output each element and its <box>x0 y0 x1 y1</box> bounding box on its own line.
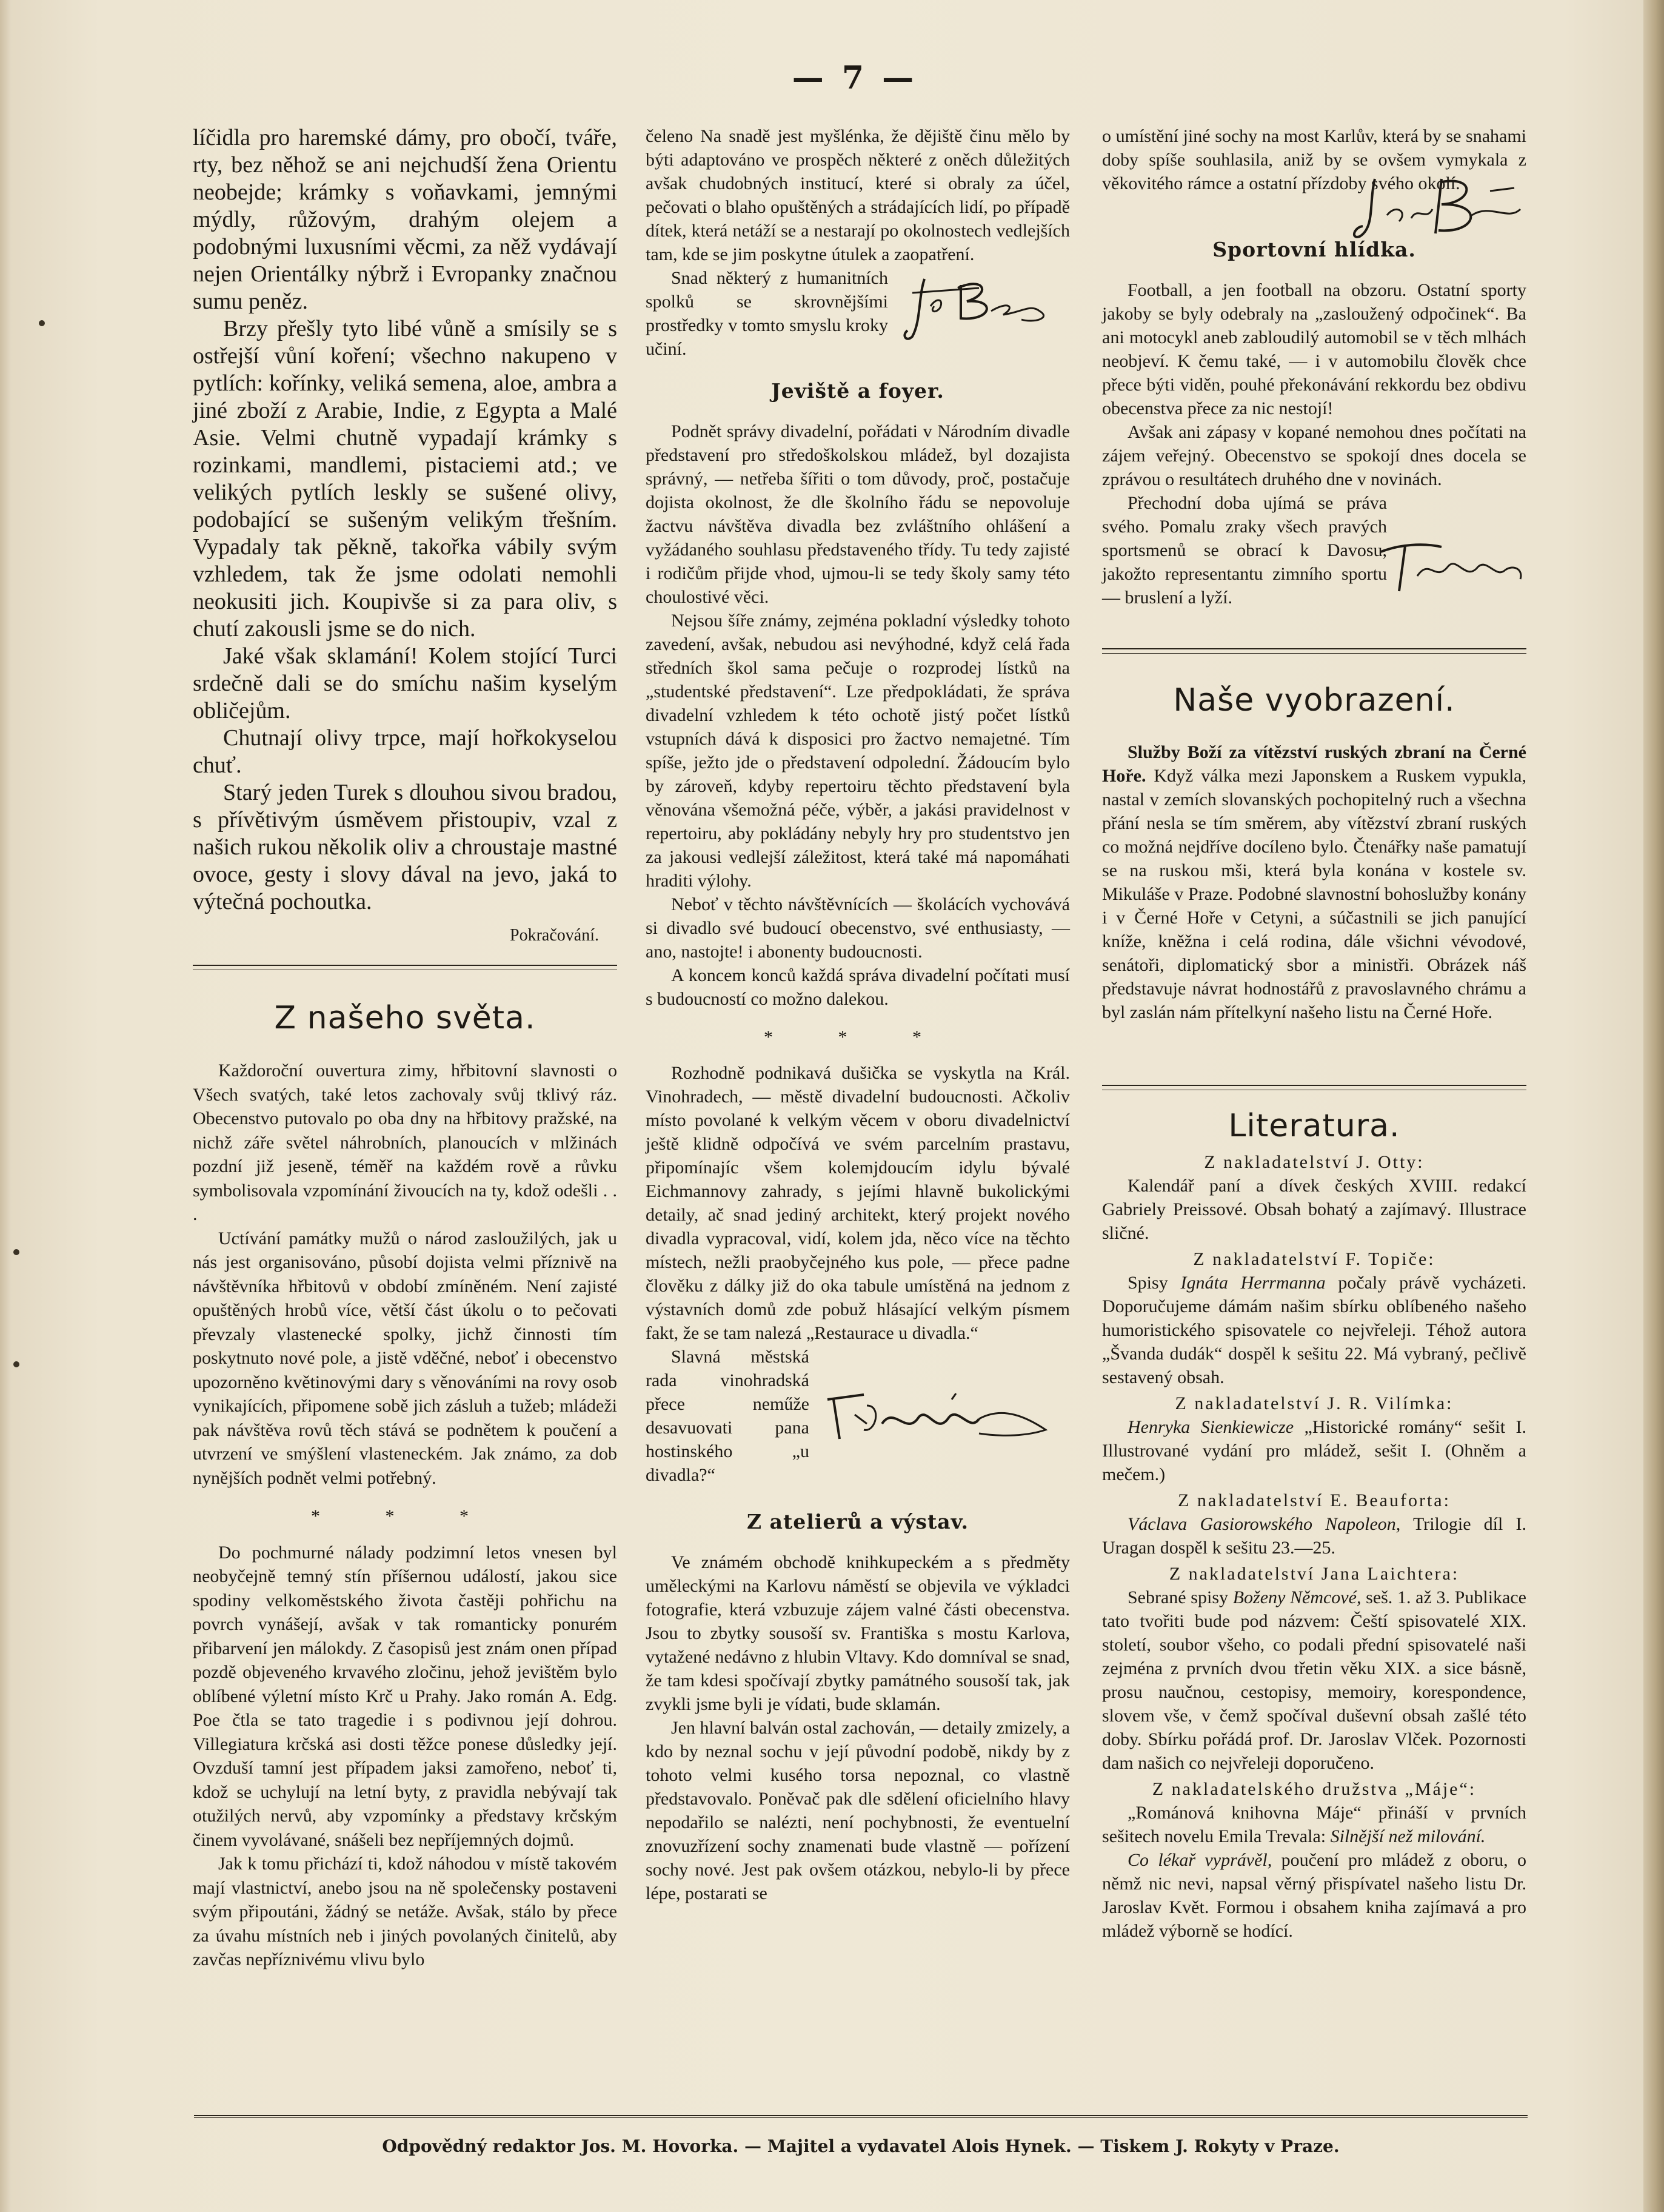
section-title-ateliery: Z atelierů a výstav. <box>747 1510 969 1533</box>
paragraph: Jak k tomu přichází ti, kdož náhodou v místě takovém mají vlastnictví, anebo jsou na ně společensky postaveni svým připoutáni, žádný se netáže. Avšak, stálo by přece za úvahu místních neb i jiných povolaných činitelů, aby zavčas nepříznivému vlivu bylo <box>193 1854 617 1969</box>
column-1 <box>193 124 617 1972</box>
text: počaly právě vycházeti. Doporučujeme dámám našim sbírku oblíbeného našeho humoristického spisovatele co nejvřeleji. Téhož autora „Švanda dudák“ dospěl k sešitu 22. Má vybraný, pečlivě sestavený obsah. <box>1102 1273 1526 1387</box>
text: Spisy <box>1128 1273 1168 1293</box>
publisher-line: Z nakladatelství E. Beauforta: <box>1178 1490 1451 1510</box>
paragraph: Jen hlavní balván ostal zachován, — detaily zmizely, a kdo by neznal sochu v její původní podobě, nikdy by z tohoto velmi kusého torsa nepoznal, co vlastně představovalo. Poněvač pak dle sdělení oficielního hlavy nepodařilo se nalézti, není pochybnosti, že eventuelní znovuzřízení sochy znamenati bude vlastně — pořízení sochy nové. Jest pak ovšem otázkou, nebylo-li by přece lépe, postarati se <box>646 1718 1070 1903</box>
paragraph: Avšak ani zápasy v kopané nemohou dnes počítati na zájem veřejný. Obecenstvo se spokojí dnes docela se zprávou o resultátech druhého dne v novinách. <box>1102 422 1526 489</box>
paragraph: Snad některý z humanitních spolků se skrovnějšími prostředky v tomto smyslu kroky učiní. <box>646 268 888 359</box>
text: seš. 1. až 3. Publikace tato tvořiti bude pod názvem: Čeští spisovatelé XIX. století, soubor všeho, co podali přední spisovatelé naši zejména z prvních dvou třetin věku XIX. a sice básně, prosu naučnou, cestopisy, memoiry, korespondence, slovem vše, v čemž spočíval duševní obsah zašlé této doby. Sbírku pořádá prof. Dr. Jaroslav Vlček. Pozornosti dam našich co nejvřeleji doporučeno. <box>1102 1587 1526 1773</box>
publisher-line: Z nakladatelství F. Topiče: <box>1193 1249 1435 1269</box>
paragraph: Do pochmurné nálady podzimní letos vnesen byl neobyčejně temný stín příšernou událostí, jakou sice spodiny velkoměstského života častěji pohřichu na povrch vynášejí, avšak v tak romanticky ponurém přibarvení jen málokdy. Z časopisů jest znám onen případ pozdě objeveného krvavého zločinu, jehož jevištěm bylo oblíbené výletní místo Krč u Prahy. Jako román A. Edg. Poe čtla se tato tragedie i s podivnou její dohrou. Villegiatura krčská asi dosti těžce ponese důsledky její. Ovzduší tamní jest případem jaksi zamořeno, neboť ti, kdož se uchylují na letní byty, z pravidla nebývají tak otužilých nervů, aby vzpomínky a představy krčským činem vyvolávané, snášeli bez nepříjemných dojmů. <box>193 1542 617 1850</box>
text: Sebrané spisy <box>1128 1587 1228 1607</box>
text: poučení pro mládež z oboru, o němž nic nevi, napsal věrný přispívatel našeho listu Dr. Jaroslav Květ. Formou i obsahem kniha zajímavá a pro mládež výborně se hodící. <box>1102 1850 1526 1941</box>
paragraph: Když válka mezi Japonskem a Ruskem vypukla, nastal v zemích slovanských pochopitelný ruch a všechna přání nesla se tím směrem, aby vítězství zbraní ruských co možná nejdříve docíleno bylo. Čtenářky naše pamatují se na ruskou mši, která byla konána v kostele sv. Mikuláše v Praze. Podobné slavnostní bohoslužby konány i v Černé Hoře v Cetyni, a súčastnili se jich panující kníže, kněžna i celá rodina, dále všichni vévodové, senátoři, diplomatický sbor a ministři. Obrázek náš představuje návrat hodnostářů z pravoslavného chrámu a byl zaslán nám přítelkyní našeho listu na Černé Hoře. <box>1102 766 1526 1022</box>
author-name: Ignáta Herrmanna <box>1180 1273 1326 1293</box>
paragraph: Přechodní doba ujímá se práva svého. Pomalu zraky všech pravých sportsmenů se obrací k Davosu, jakožto representantu zimního sportu — bruslení a lyží. <box>1102 493 1387 608</box>
paragraph: Uctívání památky mužů o národ zasloužilých, jak u nás jest organisováno, působí dojista velmi příznivě na návštěvníka hřbitovů v období zmíněném. Není zajisté opuštěných hrobů více, větší část úkolu o to pečovati převzaly vlastenecké spolky, jichž činnosti tím poskytnuto nové pole, a jistě vděčné, neboť i obecenstvo upozorněno květinovými dary s věnováními na rovy osob vynikajících, připomene sobě jich zásluh a tužeb; mládeži pak návštěva rovů těch stává se podnětem k poučení a utvrzení ve smýšlení vlasteneckém. Jak známo, za dob nynějších podnět velmi potřebný. <box>193 1228 617 1488</box>
section-title-z-naseho-sveta: Z našeho světa. <box>274 999 536 1036</box>
publisher-line: Z nakladatelství J. R. Vilímka: <box>1175 1393 1454 1413</box>
signed-paragraph <box>1102 124 1526 195</box>
section-title-jeviste: Jeviště a foyer. <box>771 379 944 403</box>
paragraph: čeleno Na snadě jest myšlénka, že dějiště činu mělo by býti adaptováno ve prospěch některé z oněch důležitých avšak chudobných institucí, které si obraly za účel, pečovati o blaho opuštěných a strádajících lidí, po případě dítek, která netáží se a nestarají po okolnostech vedlejších tam, kde se jim poskytne útulek a zaopatření. <box>646 126 1070 264</box>
signature-ignatek <box>1375 534 1526 594</box>
paragraph: Brzy přešly tyto libé vůně a smísily se s ostřejší vůní koření; všechno nakupeno v pytlích: kořínky, veliká semena, aloe, ambra a jiné zboží z Arabie, Indie, z Egypta a Malé Asie. Velmi chutně vypadají krámky s rozinkami, mandlemi, pistaciemi atd.; ve velikých pytlích leskly se sušené olivy, podobající se sušeným velikým třešním. Vypadaly tak pěkně, takořka vábily svým vzhledem, tak že jsme odolati nemohli neokusiti jich. Koupivše si za para oliv, s chutí zakousli jsme se do nich. <box>193 316 617 642</box>
paragraph: Chutnají olivy trpce, mají hořkokyselou chuť. <box>193 725 617 778</box>
paragraph: o umístění jiné sochy na most Karlův, která by se snahami doby spíše souhlasila, aniž by se ovšem vymykala z věkovitého rámce a ostatní přízdoby svého okolí. <box>1102 126 1526 193</box>
signed-paragraph <box>646 266 1070 361</box>
paragraph: Kalendář paní a dívek českých XVIII. redakcí Gabriely Preissové. Obsah bohatý a zajímavý. Illustrace sličné. <box>1102 1176 1526 1243</box>
page-left-edge <box>0 0 11 2212</box>
paragraph: Rozhodně podnikavá dušička se vyskytla na Král. Vinohradech, — městě divadelní budoucnosti. Ačkoliv místo povolané k velkým věcem v oboru divadelnictví ještě klidně odpočívá ve svém parcelním prastavu, připomínajíc všem kolemjdoucím idylu bývalé Eichmannovy zahrady, s jejími hlavně bukolickými detaily, ač snad jediný architekt, který projekt nového divadla vypracoval, vidí, kolem jda, něco více na těchto místech, nežli praobyčejného kus pole, — přece padne člověku z dálky již do oka tabule umístěná na jednom z výstavních domů zde pobuž hlásající velkým písmem fakt, že se tam nalezá „Restaurace u divadla.“ <box>646 1063 1070 1343</box>
paragraph: Nejsou šíře známy, zejména pokladní výsledky tohoto zavedení, avšak, nebudou asi nevýhodné, když celá řada středních škol sama pečuje o rozprodej lístků na „studentské představení“. Lze předpokládati, že správa divadelní vzhledem k této ochotě jistý počet lístků vstupních dává k disposici pro žactvo nemajetné. Tím spíše, ježto jde o představení odpolední. Žádoucím bylo by zároveň, kdyby repertoiru těchto představení byla věnována všemožná péče, výběr, a jakási pravidelnost v repertoiru, aby pokládány nebyly hry pro studentstvo jen za jakousi vedlejší záležitost, která také má napomáhati hraditi výlohy. <box>646 611 1070 891</box>
paragraph: Starý jeden Turek s dlouhou sivou bradou, s přívětivým úsměvem přistoupiv, vzal z našich rukou několik oliv a chroustaje mastné ovoce, gesty i slovy dával na jevo, jaká to výtečná pochoutka. <box>193 780 617 914</box>
binding-spine <box>1643 0 1664 2212</box>
section-stars: * * * <box>764 1027 952 1047</box>
imprint-text: Odpovědný redaktor Jos. M. Hovorka. — Majitel a vydavatel Alois Hynek. — Tiskem J. Rokyty v Praze. <box>382 2136 1340 2156</box>
publisher-line: Z nakladatelství Jana Laichtera: <box>1169 1564 1460 1584</box>
paragraph: Neboť v těchto návštěvnících — školácích vychovává si divadlo své budoucí obecenstvo, své enthusiasty, — ano, nastojte! i abonenty budoucnosti. <box>646 894 1070 962</box>
page-number: — 7 — <box>792 59 918 96</box>
section-stars: * * * <box>311 1506 499 1526</box>
column-2 <box>646 124 1070 1905</box>
paragraph: Jaké však sklamání! Kolem stojící Turci srdečně dali se do smíchu našim kyselým obličejům. <box>193 643 617 723</box>
section-divider <box>193 965 617 970</box>
paragraph: Football, a jen football na obzoru. Ostatní sporty jakoby se byly odebraly na „zasloužený odpočinek“. Ba ani motocykl aneb zabloudilý automobil se v těch mlhách neobjeví. K čemu také, — i v automobilu člověk chce přece býti viděn, pouhé překonávání rekkordu bez obdivu obecenstva přece za nic nestojí! <box>1102 280 1526 418</box>
paragraph: A koncem konců každá správa divadelní počítati musí s budoucností co možno dalekou. <box>646 965 1070 1009</box>
publisher-line: Z nakladatelského družstva „Máje“: <box>1152 1779 1477 1799</box>
ink-speck <box>39 320 45 326</box>
signature-jan-bekes <box>1351 167 1526 246</box>
paragraph: líčidla pro haremské dámy, pro obočí, tváře, rty, bez něhož se ani nejchudší žena Orientu neobejde; krámky s voňavkami, jemnými mýdly, růžovým, drahým olejem a podobnými luxusními věcmi, za něž vydávají nejen Orientálky nýbrž i Evropanky značnou sumu peněz. <box>193 125 617 314</box>
paragraph: Ve známém obchodě knihkupeckém a s předměty uměleckými na Karlovu náměstí se objevila ve výkladci fotografie, která vzbuzuje zájem valné části obecenstva. Jsou to zbytky sousoší sv. Františka s mostu Karlova, vytažené nedávno z hlubin Vltavy. Kdo domníval se snad, že tam kdesi spočívají zbytky památného sousoší tak, jak zvykli jsme byli je vídati, bude sklamán. <box>646 1552 1070 1714</box>
section-title-literatura: Literatura. <box>1228 1108 1400 1144</box>
continuation-note: Pokračování. <box>510 926 599 945</box>
text: Trilogie díl I. Uragan dospěl k sešitu 23.—25. <box>1102 1514 1526 1558</box>
lead-bold: Služby Boží za vítězství ruských zbraní na Černé Hoře. <box>1102 742 1526 786</box>
signature-kalinek <box>821 1381 1052 1454</box>
paragraph: Každoroční ouvertura zimy, hřbitovní slavnosti o Všech svatých, také letos zachovaly svůj tklivý ráz. Obecenstvo putovalo po oba dny na hřbitovy pražské, na nichž záře světel náhrobních, planoucích v mlžinách pozdní již jeseně, téměř na každém rově a růvku symbolisovala vzpomínání živoucích na ty, kdož odešli . . . <box>193 1061 617 1224</box>
text: „Historické romány“ sešit I. Illustrované vydání pro mládež, sešit I. (Ohněm a mečem.) <box>1102 1417 1527 1484</box>
book-title: Co lékař vyprávěl, <box>1128 1850 1272 1870</box>
section-divider <box>1102 1085 1526 1090</box>
signed-paragraph <box>646 1345 1070 1487</box>
column-3 <box>1102 124 1526 1943</box>
author-name: Henryka Sienkiewicze <box>1128 1417 1294 1437</box>
paragraph: Slavná městská rada vinohradská přece neműže desavuovati pana hostinského „u divadla?“ <box>646 1347 809 1485</box>
author-name: Boženy Němcové, <box>1232 1587 1362 1607</box>
imprint-footer <box>194 2115 1528 2156</box>
ink-speck <box>13 1249 19 1255</box>
signed-paragraph <box>1102 491 1526 609</box>
story-continuation <box>193 124 617 916</box>
paragraph: Podnět správy divadelní, pořádati v Národním divadle představení pro středoškolskou mládež, byl dozajista správný, — netřeba šířiti o tom důvody, proč, postačuje dojista okolnost, že dle školního řádu se nepovoluje žactvu návštěva divadla bez zvláštního ohlášení a vyžádaného souhlasu představeného třídy. Tu tedy zajisté i rodičům přijde vhod, ujmou-li se tedy školy samy této choulostivé věci. <box>646 421 1070 607</box>
author-name: Václava Gasiorowského Napoleon, <box>1128 1514 1401 1534</box>
section-divider <box>1102 648 1526 654</box>
section-title-vyobrazeni: Naše vyobrazení. <box>1173 682 1455 719</box>
ink-speck <box>13 1361 19 1367</box>
publisher-line: Z nakladatelství J. Otty: <box>1204 1152 1425 1172</box>
text: „Románová knihovna Máje“ přináší v prvních sešitech novelu Emila Trevala: <box>1102 1803 1526 1846</box>
book-title: Silnější než milování. <box>1330 1826 1486 1846</box>
section-title-sportovni: Sportovní hlídka. <box>1212 238 1416 261</box>
signature-jos-bozd <box>900 264 1064 349</box>
